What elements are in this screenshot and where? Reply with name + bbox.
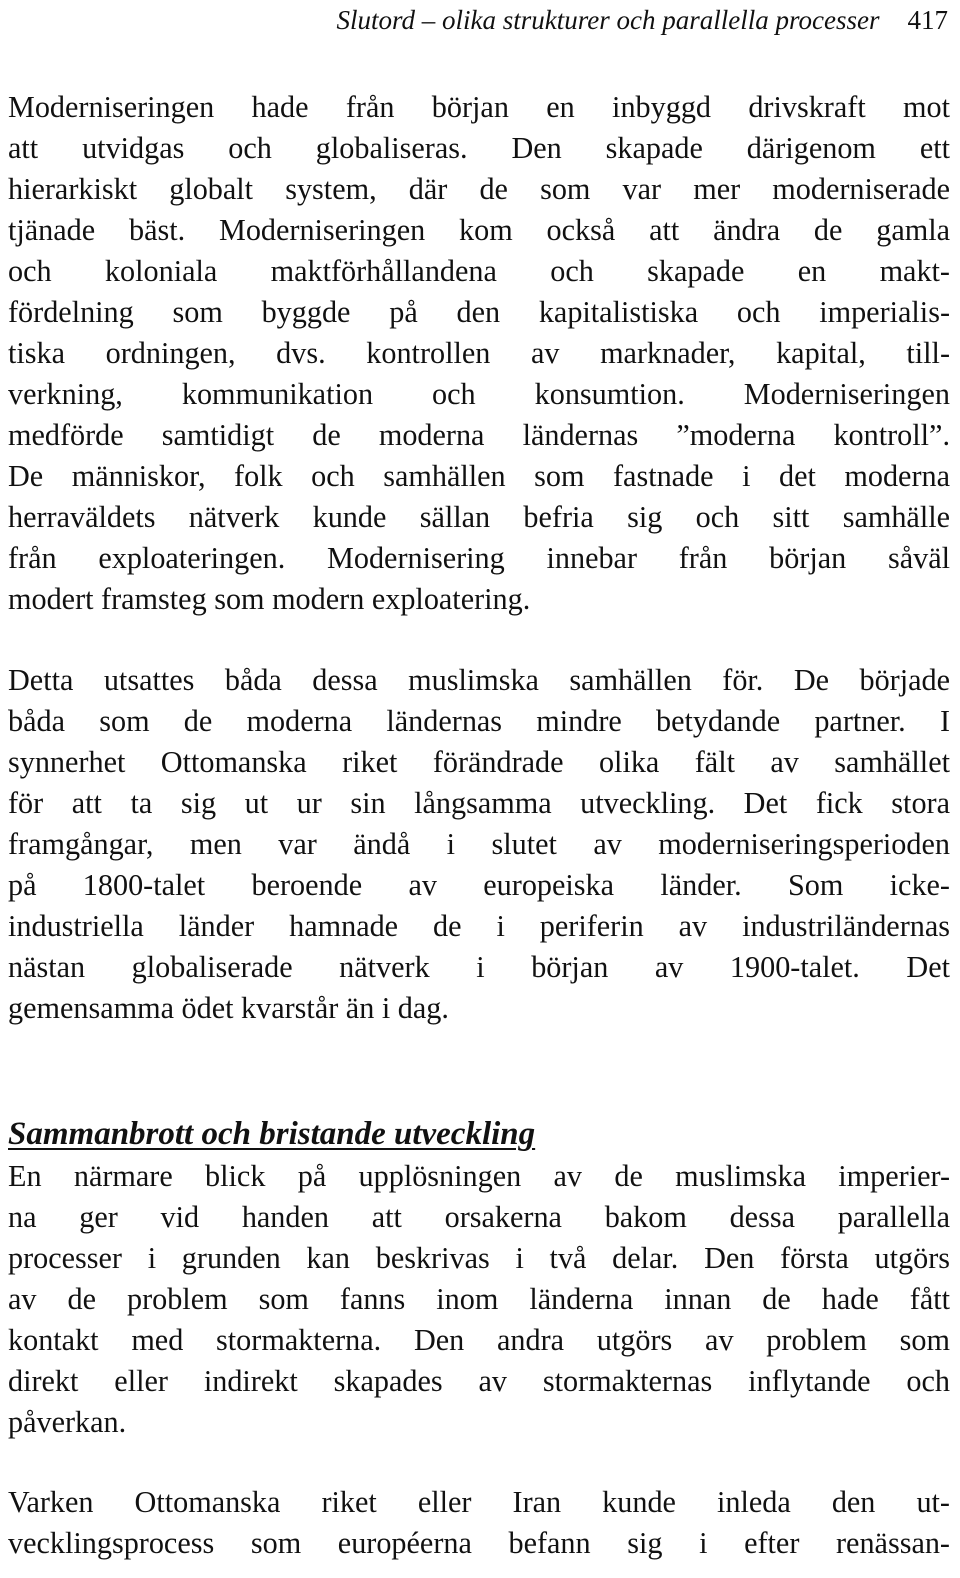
text-line: direkt eller indirekt skapades av stormakternas inflytande och: [8, 1364, 950, 1398]
text-line: kontakt med stormakterna. Den andra utgörs av problem som: [8, 1323, 950, 1357]
text-line: på 1800-talet beroende av europeiska länder. Som icke-: [8, 868, 950, 902]
text-line: industriella länder hamnade de i periferin av industriländernas: [8, 909, 950, 943]
text-line: Moderniseringen hade från början en inbyggd drivskraft mot: [8, 90, 950, 124]
text-line: av de problem som fanns inom länderna innan de hade fått: [8, 1282, 950, 1316]
text-line: na ger vid handen att orsakerna bakom dessa parallella: [8, 1200, 950, 1234]
text-line: tjänade bäst. Moderniseringen kom också att ändra de gamla: [8, 213, 950, 247]
text-line: De människor, folk och samhällen som fastnade i det moderna: [8, 459, 950, 493]
text-line: medförde samtidigt de moderna ländernas ”moderna kontroll”.: [8, 418, 950, 452]
paragraph-ottoman-iran: [8, 1482, 950, 1564]
text-line: nästan globaliserade nätverk i början av 1900-talet. Det: [8, 950, 950, 984]
text-line: för att ta sig ut ur sin långsamma utveckling. Det fick stora: [8, 786, 950, 820]
text-line: att utvidgas och globaliseras. Den skapade därigenom ett: [8, 131, 950, 165]
text-line: Varken Ottomanska riket eller Iran kunde inleda den ut-: [8, 1485, 950, 1519]
text-line: framgångar, men var ändå i slutet av moderniseringsperioden: [8, 827, 950, 861]
text-line: påverkan.: [8, 1405, 127, 1439]
running-title: Slutord – olika strukturer och parallella processer: [336, 5, 880, 35]
text-line: fördelning som byggde på den kapitalistiska och imperialis-: [8, 295, 950, 329]
running-header: [8, 2, 948, 42]
text-line: tiska ordningen, dvs. kontrollen av marknader, kapital, till-: [8, 336, 950, 370]
text-line: processer i grunden kan beskrivas i två delar. Den första utgörs: [8, 1241, 950, 1275]
page-number: 417: [907, 5, 948, 35]
paragraph-causes-two-parts: [8, 1156, 950, 1443]
text-line: modert framsteg som modern exploatering.: [8, 582, 531, 616]
text-line: verkning, kommunikation och konsumtion. Moderniseringen: [8, 377, 950, 411]
text-line: gemensamma ödet kvarstår än i dag.: [8, 991, 449, 1025]
text-line: vecklingsprocess som européerna befann sig i efter renässan-: [8, 1526, 950, 1560]
text-line: från exploateringen. Modernisering innebar från början såväl: [8, 541, 950, 575]
text-line: hierarkiskt globalt system, där de som var mer moderniserade: [8, 172, 950, 206]
paragraph-muslim-societies: [8, 660, 950, 1029]
text-line: båda som de moderna ländernas mindre betydande partner. I: [8, 704, 950, 738]
text-line: Detta utsattes båda dessa muslimska samhällen för. De började: [8, 663, 950, 697]
text-line: En närmare blick på upplösningen av de muslimska imperier-: [8, 1159, 950, 1193]
text-line: synnerhet Ottomanska riket förändrade olika fält av samhället: [8, 745, 950, 779]
section-heading: Sammanbrott och bristande utveckling: [8, 1116, 536, 1152]
text-line: och koloniala maktförhållandena och skapade en makt-: [8, 254, 950, 288]
text-line: herraväldets nätverk kunde sällan befria sig och sitt samhälle: [8, 500, 950, 534]
paragraph-modernization-expansion: [8, 87, 950, 620]
